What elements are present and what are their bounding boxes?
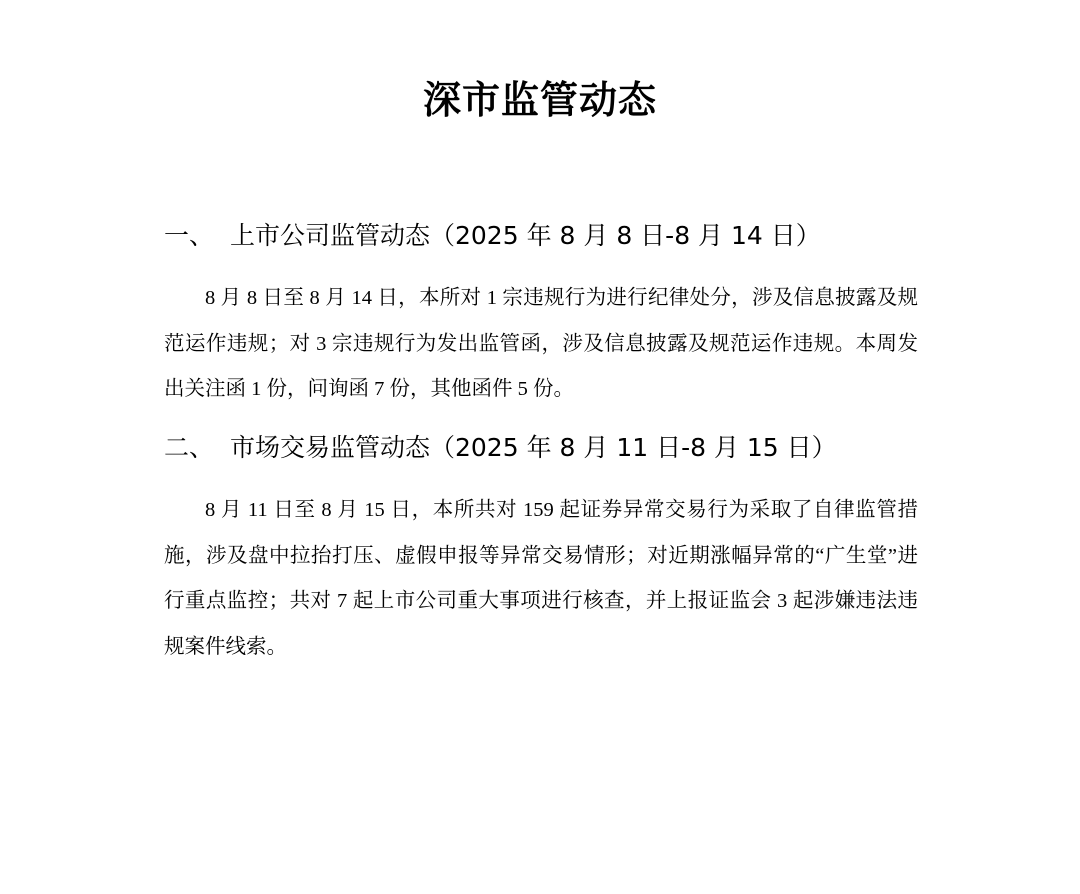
section-paragraph-market-trading: 8 月 11 日至 8 月 15 日，本所共对 159 起证券异常交易行为采取了自律监管措施，涉及盘中拉抬打压、虚假申报等异常交易情形；对近期涨幅异常的“广生堂”进行重点监控；共对 7 起上市公司重大事项进行核查，并上报证监会 3 起涉嫌违法违规案件线索。 bbox=[164, 499, 918, 658]
section-number: 二、 bbox=[164, 433, 215, 462]
section-heading-text: 上市公司监管动态（2025 年 8 月 8 日-8 月 14 日） bbox=[230, 221, 821, 250]
section-number: 一、 bbox=[164, 221, 215, 250]
document-title: 深市监管动态 bbox=[422, 78, 657, 122]
section-heading-listed-companies bbox=[164, 216, 944, 256]
section-paragraph-listed-companies: 8 月 8 日至 8 月 14 日，本所对 1 宗违规行为进行纪律处分，涉及信息披露及规范运作违规；对 3 宗违规行为发出监管函，涉及信息披露及规范运作违规。本周发出关注函 1 份，问询函 7 份，其他函件 5 份。 bbox=[164, 287, 918, 400]
section-heading-market-trading bbox=[164, 428, 944, 468]
section-heading-text: 市场交易监管动态（2025 年 8 月 11 日-8 月 15 日） bbox=[230, 433, 837, 462]
